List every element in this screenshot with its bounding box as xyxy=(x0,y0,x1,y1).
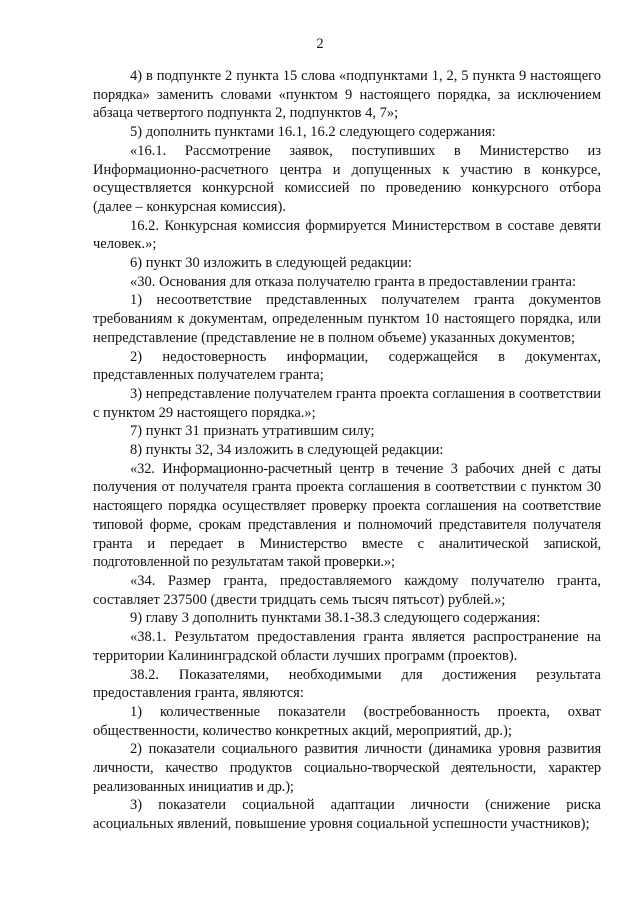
paragraph: 5) дополнить пунктами 16.1, 16.2 следующего содержания: xyxy=(130,124,496,141)
paragraph: «16.1. Рассмотрение заявок, поступивших в Министерство из Информационно-расчетного центра и допущенных к участию в конкурсе, осуществляется конкурсной комиссией по проведению конкурсного отбора (далее – конкурсная комиссия). xyxy=(93,142,601,215)
paragraph: 8) пункты 32, 34 изложить в следующей редакции: xyxy=(130,442,444,459)
paragraph: 4) в подпункте 2 пункта 15 слова «подпунктами 1, 2, 5 пункта 9 настоящего порядка» заменить словами «пунктом 9 настоящего порядка, за исключением абзаца четвертого подпункта 2, подпунктов 4, 7»; xyxy=(93,68,601,122)
paragraph: «30. Основания для отказа получателю гранта в предоставлении гранта: xyxy=(130,273,576,290)
paragraph: 9) главу 3 дополнить пунктами 38.1-38.3 следующего содержания: xyxy=(130,610,541,627)
page-number: 2 xyxy=(316,36,324,52)
paragraph: «32. Информационно-расчетный центр в течение 3 рабочих дней с даты получения от получателя гранта проекта соглашения в соответствии с пунктом 30 настоящего порядка осуществляет проверку проекта соглашения на соответствие типовой форме, срокам представления и полномочий представителя получателя гранта и передает в Министерство вместе с аналитической запиской, подготовленной по результатам такой проверки.»; xyxy=(93,460,601,571)
paragraph: «38.1. Результатом предоставления гранта является распространение на территории Калининградской области лучших программ (проектов). xyxy=(93,629,601,664)
document-body xyxy=(93,67,601,834)
paragraph: 16.2. Конкурсная комиссия формируется Министерством в составе девяти человек.»; xyxy=(93,217,601,253)
paragraph: 1) количественные показатели (востребованность проекта, охват общественности, количество конкретных акций, мероприятий, др.); xyxy=(93,703,601,739)
paragraph: 38.2. Показателями, необходимыми для достижения результата предоставления гранта, являются: xyxy=(93,666,601,702)
paragraph: 2) показатели социального развития личности (динамика уровня развития личности, качество продуктов социально-творческой деятельности, характер реализованных инициатив и др.); xyxy=(93,741,601,795)
paragraph: 3) непредставление получателем гранта проекта соглашения в соответствии с пунктом 29 настоящего порядка.»; xyxy=(93,385,601,421)
paragraph: 1) несоответствие представленных получателем гранта документов требованиям к документам, определенным пунктом 10 настоящего порядка, или непредставление (представление не в полном объеме) указанных документов; xyxy=(93,292,601,346)
paragraph: 3) показатели социальной адаптации личности (снижение риска асоциальных явлений, повышение уровня социальной успешности участников); xyxy=(93,797,601,833)
paragraph: 6) пункт 30 изложить в следующей редакции: xyxy=(130,255,412,272)
paragraph: «34. Размер гранта, предоставляемого каждому получателю гранта, составляет 237500 (двести тридцать семь тысяч пятьсот) рублей.»; xyxy=(93,572,601,608)
paragraph: 2) недостоверность информации, содержащейся в документах, представленных получателем гранта; xyxy=(93,348,601,384)
paragraph: 7) пункт 31 признать утратившим силу; xyxy=(130,423,375,440)
